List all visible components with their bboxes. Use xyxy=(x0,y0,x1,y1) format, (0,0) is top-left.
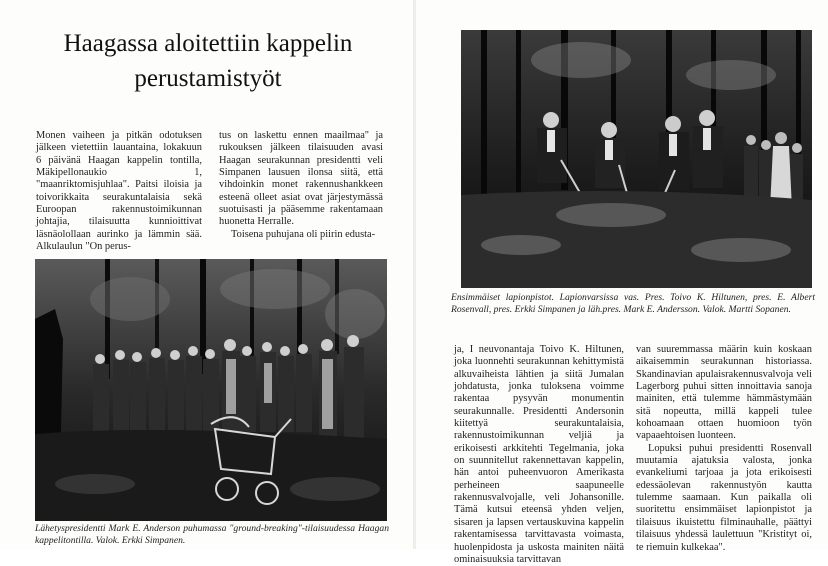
right-page xyxy=(416,0,828,565)
left-page xyxy=(0,0,413,549)
paragraph: van suuremmassa määrin kuin koskaan aikaisemmin seurakunnan historiassa. Skandinavian apulaisrakennusvalvoja veli Lagerborg puhui sitten innoittavia sanoja mainiten, että tulemme hämmästymään sitä nopeutta, millä kappeli tulee kohoamaan ottaen huomioon työn vapaaehtoisen luonteen. xyxy=(636,344,812,442)
paragraph: Lopuksi puhui presidentti Rosenvall muutamia ajatuksia valosta, jonka evankeliumi tarjoaa ja jota erikoisesti edessäolevan rakennustyön kautta tulemme saamaan. Kun paikalla oli suoritettu ensimmäiset lapionpistot ja tilaisuus ikuistettu filminauhalle, päättyi tilaisuus yhdessä laulettuun "Kristityt oi, te riemuin kulkekaa". xyxy=(636,442,812,553)
text-column-1 xyxy=(36,130,202,253)
first-spade-photo xyxy=(461,30,812,288)
text-column-3 xyxy=(454,344,624,566)
article-title: Haagassa aloitettiin kappelin perustamistyöt xyxy=(63,30,353,92)
text-column-2 xyxy=(219,130,383,241)
text-column-4 xyxy=(636,344,812,554)
paragraph: tus on laskettu ennen maailmaa" ja rukouksen jälkeen tilaisuuden avasi Haagan seurakunnan presidentti veli Simpanen lausuen ilonsa siitä, että vihdoinkin monet rakennushankkeen esteenä olleet asiat ovat järjestymässä suotuisasti ja pääsemme rakentamaan huonetta Herralle. xyxy=(219,130,383,228)
paragraph: Toisena puhujana oli piirin edusta- xyxy=(231,228,376,240)
paragraph: ja, I neuvonantaja Toivo K. Hiltunen, joka luonnehti seurakunnan kehittymistä alkuvaiheista lähtien ja siitä Jumalan johdatusta, jonka tuloksena voimme rakentaa pysyvän monumentin seurakunnalle. Presidentti Andersonin kiitettyä seurakuntalaisia, rakennustoimikunnan veljiä ja erikoisesti arkkitehti Tegelmania, joka on suunnitellut rakennettavan kappelin, hän antoi puheenvuoron Amerikasta perheineen saapuneelle rakennusvalvojalle, veli Johansonille. Tämä kutsui eteensä yhden veljen, sisaren ja lapsen vertauskuvina kappelin rakentamisessa tarvittavasta voimasta, huolenpidosta ja uskosta mainiten näitä ominaisuuksia tarvittavan xyxy=(454,344,624,565)
ground-breaking-crowd-photo xyxy=(35,259,387,521)
photo-caption-left: Lähetyspresidentti Mark E. Anderson puhumassa "ground-breaking"-tilaisuudessa Haagan kappelitontilla. Valok. Erkki Simpanen. xyxy=(35,523,389,546)
paragraph: Monen vaiheen ja pitkän odotuksen jälkeen vietettiin lauantaina, lokakuun 6 päivänä Haagan kappelin tontilla, Mäkipellonaukio 1, "maanriktomisjuhlaa". Paitsi iloisia ja toivorikkaita seurakuntalaisia sekä Euroopan rakennustoimikunnan johtajia, tilaisuutta kunnioittivat läsnäolollaan aurinko ja lämmin sää. Alkulaulun "On perus- xyxy=(36,130,202,253)
photo-caption-right: Ensimmäiset lapionpistot. Lapionvarsissa vas. Pres. Toivo K. Hiltunen, pres. E. Albert Rosenvall, pres. Erkki Simpanen ja läh.pres. Mark E. Andersson. Valok. Martti Sopanen. xyxy=(451,292,815,315)
